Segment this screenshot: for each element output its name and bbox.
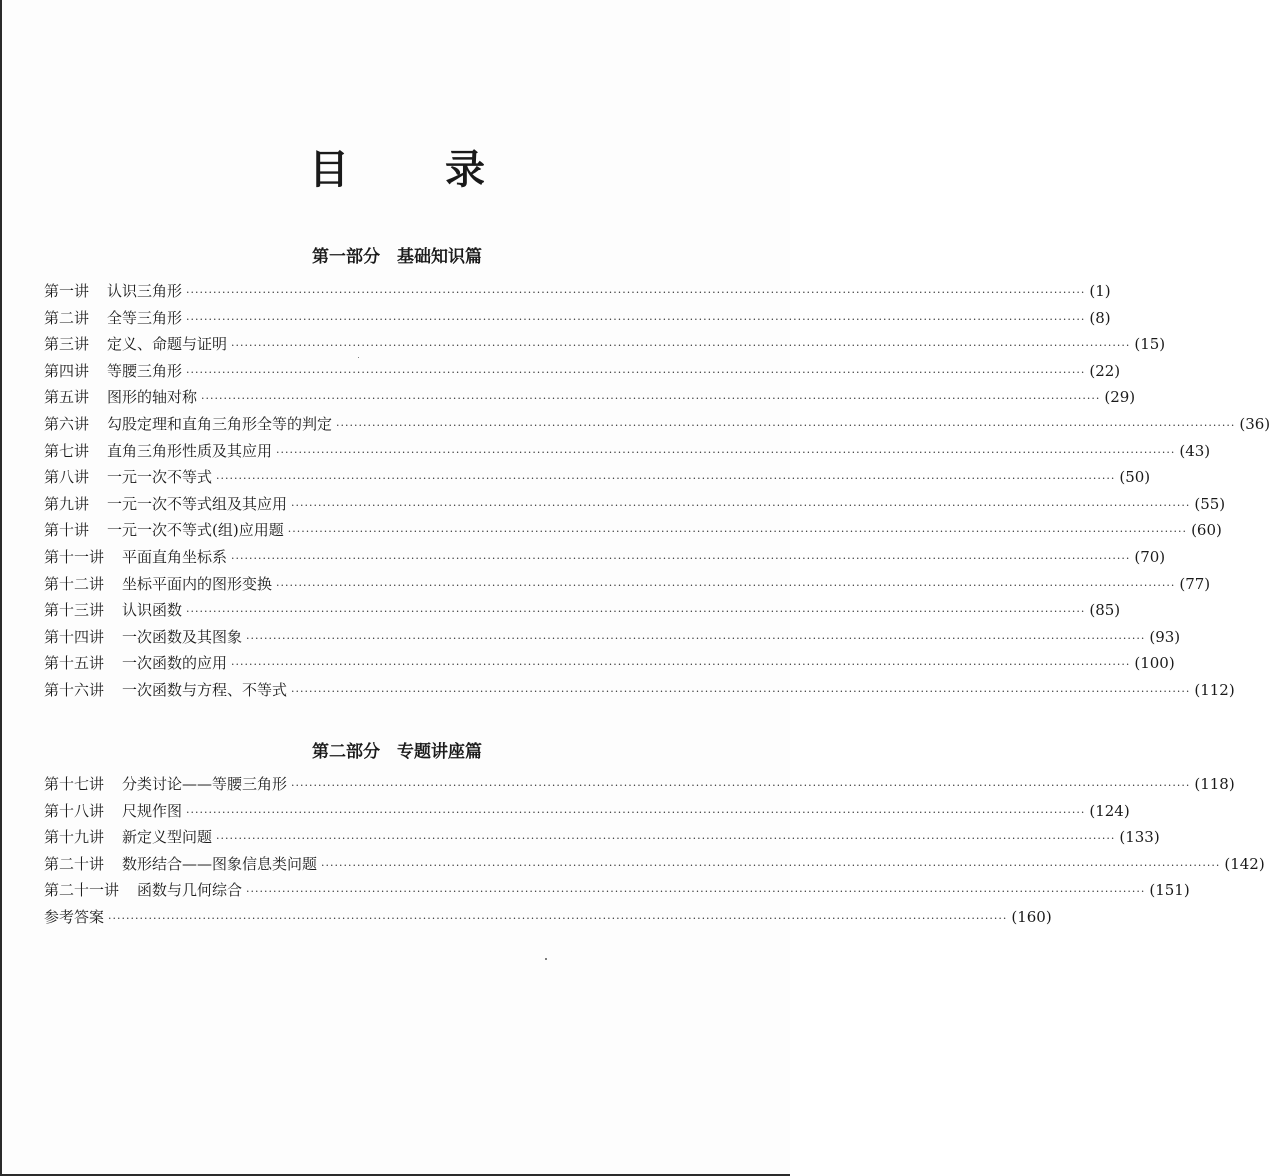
page-number: (112) [1194,680,1235,699]
lecture-number: 第九讲 [44,494,90,513]
dot-leader: ········································································································································································································ [186,605,1086,619]
lecture-title: 一元一次不等式 [107,468,213,487]
lecture-number: 第五讲 [44,388,90,407]
part1-heading: 第一部分 基础知识篇 [312,247,482,267]
page-number: (133) [1119,828,1160,847]
lecture-title: 新定义型问题 [122,828,213,847]
page-number: (160) [1011,907,1052,926]
page-number: (29) [1104,388,1136,407]
dot-leader: ········································································································································································································ [231,551,1131,565]
dot-leader: ········································································································································································································ [276,445,1176,459]
toc-entry [44,307,1111,334]
lecture-number: 第十四讲 [44,627,105,646]
dot-leader: ········································································································································································································ [336,418,1236,432]
toc-entry [44,333,1166,360]
toc-entry [44,280,1111,307]
lecture-title: 数形结合——图象信息类问题 [122,854,318,873]
page-number: (36) [1239,414,1270,433]
toc-entry [44,679,1235,706]
toc-entry [44,360,1121,387]
lecture-number: 第十六讲 [44,680,105,699]
lecture-number: 参考答案 [44,907,105,926]
lecture-number: 第十讲 [44,521,90,540]
dot-leader: ········································································································································································································ [186,365,1086,379]
toc-entry [44,493,1226,520]
dot-leader: ········································································································································································································ [291,779,1191,792]
page-number: (124) [1089,801,1130,820]
dot-leader: ········································································································································································································ [287,525,1188,539]
dot-leader: ········································································································································································································ [231,658,1131,672]
dot-leader: ········································································································································································································ [186,286,1086,299]
lecture-title: 一次函数与方程、不等式 [122,680,288,699]
lecture-number: 第二十一讲 [44,881,120,900]
part2-heading: 第二部分 专题讲座篇 [312,742,482,762]
toc-entry [44,573,1211,600]
toc-entry [44,800,1130,827]
lecture-number: 第十一讲 [44,547,105,566]
lecture-number: 第八讲 [44,468,90,487]
page-number: (50) [1119,468,1151,487]
dot-leader: ········································································································································································································ [186,805,1086,819]
scan-speck [545,958,547,960]
lecture-title: 一次函数及其图象 [122,627,243,646]
lecture-title: 坐标平面内的图形变换 [122,574,273,593]
page-number: (55) [1194,494,1226,513]
dot-leader: ········································································································································································································ [291,684,1191,698]
toc-entry [44,626,1181,653]
lecture-title: 尺规作图 [122,801,183,820]
dot-leader: ········································································································································································································ [321,858,1221,872]
lecture-number: 第二十讲 [44,854,105,873]
page-number: (22) [1089,361,1121,380]
lecture-title: 认识函数 [122,601,183,620]
lecture-number: 第七讲 [44,441,90,460]
page-number: (142) [1224,854,1265,873]
lecture-number: 第十五讲 [44,654,105,673]
page-number: (8) [1089,308,1111,327]
dot-leader: ········································································································································································································ [201,392,1101,406]
lecture-title: 图形的轴对称 [107,388,198,407]
dot-leader: ········································································································································································································ [216,832,1116,846]
lecture-title: 勾股定理和直角三角形全等的判定 [107,414,333,433]
toc-entry [44,466,1151,493]
page-number: (1) [1089,282,1111,300]
page-number: (77) [1179,574,1211,593]
page-number: (118) [1194,775,1235,793]
dot-leader: ········································································································································································································ [108,911,1008,925]
toc-entry [44,906,1052,933]
lecture-title: 认识三角形 [107,282,183,300]
lecture-title: 等腰三角形 [107,361,183,380]
toc-entry [44,440,1211,467]
dot-leader: ········································································································································································································ [276,578,1176,592]
toc-entry [44,519,1222,546]
lecture-title: 一元一次不等式(组)应用题 [107,521,284,540]
lecture-number: 第十二讲 [44,574,105,593]
page-number: (100) [1134,654,1175,673]
page-number: (60) [1191,521,1222,540]
scan-speck [358,357,359,358]
lecture-number: 第十九讲 [44,828,105,847]
page-number: (70) [1134,547,1166,566]
part2-toc-list [44,773,1265,933]
toc-entry [44,853,1265,880]
lecture-title: 定义、命题与证明 [107,335,228,354]
lecture-title: 全等三角形 [107,308,183,327]
dot-leader: ········································································································································································································ [246,885,1146,899]
lecture-number: 第四讲 [44,361,90,380]
lecture-number: 第六讲 [44,414,90,433]
dot-leader: ········································································································································································································ [231,339,1131,353]
toc-entry [44,773,1235,800]
toc-entry [44,652,1175,679]
lecture-title: 平面直角坐标系 [122,547,228,566]
toc-entry [44,546,1166,573]
page-title: 目 录 [309,147,513,193]
dot-leader: ········································································································································································································ [216,472,1116,486]
page-number: (151) [1149,881,1190,900]
dot-leader: ········································································································································································································ [291,498,1191,512]
toc-entry [44,599,1121,626]
toc-entry [44,386,1136,413]
toc-entry [44,879,1190,906]
page-number: (93) [1149,627,1181,646]
lecture-number: 第十八讲 [44,801,105,820]
part1-toc-list [44,280,1270,706]
lecture-title: 一次函数的应用 [122,654,228,673]
lecture-number: 第十三讲 [44,601,105,620]
toc-entry [44,413,1270,440]
page-number: (85) [1089,601,1121,620]
page-number: (15) [1134,335,1166,354]
lecture-title: 函数与几何综合 [137,881,243,900]
toc-entry [44,826,1160,853]
lecture-number: 第十七讲 [44,775,105,793]
dot-leader: ········································································································································································································ [246,631,1146,645]
dot-leader: ········································································································································································································ [186,312,1086,326]
lecture-number: 第二讲 [44,308,90,327]
lecture-title: 直角三角形性质及其应用 [107,441,273,460]
lecture-title: 一元一次不等式组及其应用 [107,494,288,513]
lecture-number: 第三讲 [44,335,90,354]
lecture-number: 第一讲 [44,282,90,300]
lecture-title: 分类讨论——等腰三角形 [122,775,288,793]
page-number: (43) [1179,441,1211,460]
